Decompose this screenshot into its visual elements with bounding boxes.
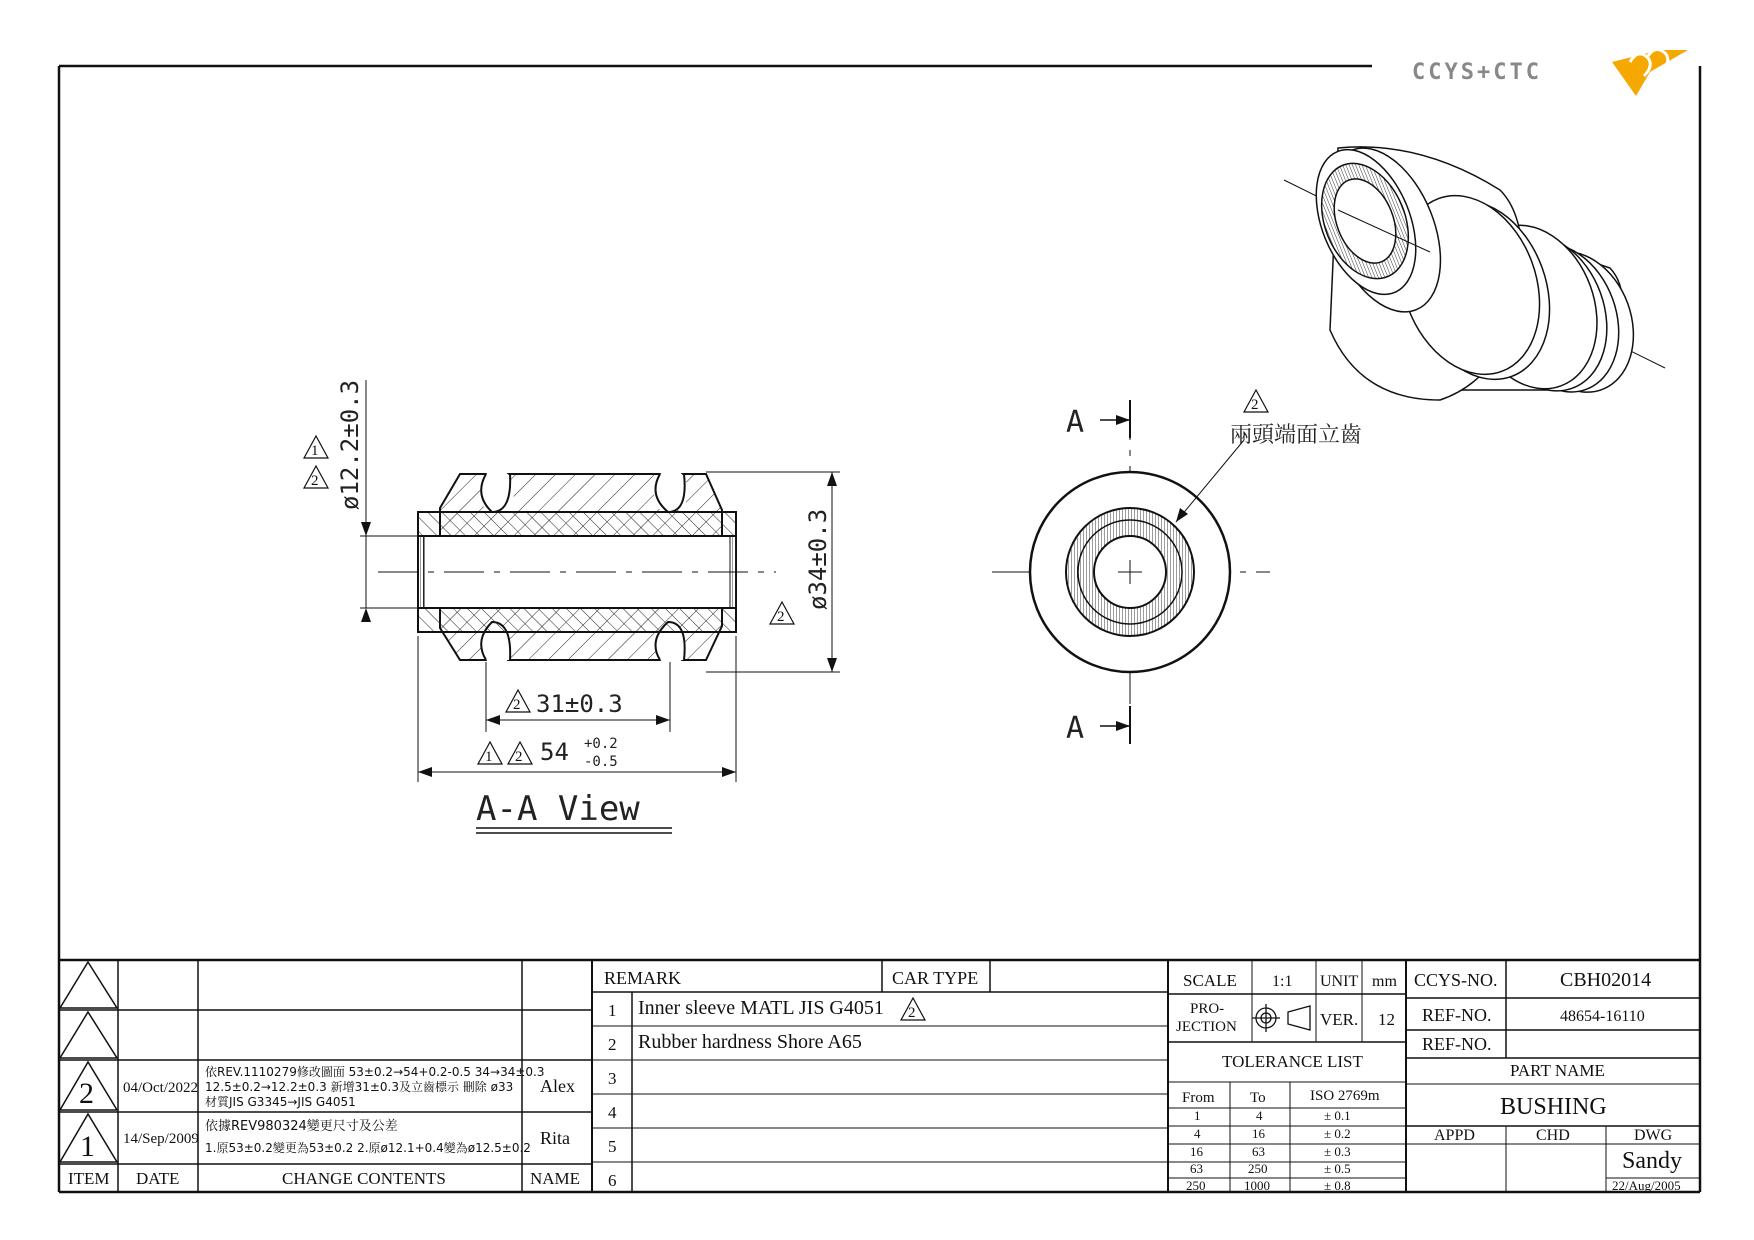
svg-text:REF-NO.: REF-NO. — [1422, 1034, 1492, 1054]
rev-2-triangle-icon — [1244, 390, 1268, 413]
svg-text:250: 250 — [1186, 1178, 1206, 1193]
svg-text:2: 2 — [513, 697, 521, 713]
svg-text:± 0.8: ± 0.8 — [1324, 1178, 1351, 1193]
tolerance-title: TOLERANCE LIST — [1222, 1052, 1363, 1071]
company-logo — [1412, 49, 1688, 96]
rev-date-2: 04/Oct/2022 — [123, 1080, 198, 1096]
svg-text:REF-NO.: REF-NO. — [1422, 1005, 1492, 1025]
svg-text:1: 1 — [311, 443, 319, 459]
svg-text:4: 4 — [608, 1103, 617, 1122]
svg-text:材質JIS G3345→JIS G4051: 材質JIS G3345→JIS G4051 — [205, 1095, 356, 1109]
svg-text:1:1: 1:1 — [1272, 973, 1293, 990]
svg-text:3: 3 — [608, 1069, 617, 1088]
svg-text:ISO 2769m: ISO 2769m — [1310, 1088, 1380, 1104]
svg-text:16: 16 — [1190, 1144, 1203, 1159]
svg-text:± 0.5: ± 0.5 — [1324, 1161, 1351, 1176]
svg-text:From: From — [1182, 1090, 1215, 1106]
svg-text:2: 2 — [311, 473, 319, 489]
svg-text:5: 5 — [608, 1137, 617, 1156]
rev-name-2: Alex — [540, 1076, 575, 1096]
svg-text:12: 12 — [1378, 1010, 1395, 1029]
svg-text:63: 63 — [1190, 1161, 1203, 1176]
ref-no-value: 48654-16110 — [1560, 1008, 1645, 1025]
svg-text:4: 4 — [1194, 1126, 1201, 1141]
svg-text:依REV.1110279修改圖面 53±0.2→54+0.2: 依REV.1110279修改圖面 53±0.2→54+0.2-0.5 34→34±0.3 — [205, 1065, 545, 1079]
remark-header: REMARK — [604, 968, 682, 988]
svg-text:APPD: APPD — [1434, 1127, 1475, 1144]
part-name-label: PART NAME — [1510, 1061, 1605, 1080]
end-face-note: 兩頭端面立齒 — [1230, 423, 1363, 448]
isometric-view — [1284, 132, 1665, 409]
logo-text: CCYS+CTC — [1412, 60, 1542, 85]
rev-name-1: Rita — [540, 1128, 570, 1148]
svg-text:PRO-: PRO- — [1190, 1001, 1225, 1017]
rev-2-triangle-icon — [770, 602, 794, 625]
svg-text:UNIT: UNIT — [1320, 973, 1359, 990]
drawn-by: Sandy — [1622, 1148, 1682, 1174]
first-angle-projection-icon — [1252, 1004, 1310, 1032]
car-type-label: CAR TYPE — [892, 968, 979, 988]
svg-text:依據REV980324變更尺寸及公差: 依據REV980324變更尺寸及公差 — [205, 1119, 398, 1134]
svg-text:1: 1 — [1194, 1108, 1201, 1123]
svg-text:1000: 1000 — [1244, 1178, 1270, 1193]
svg-text:2: 2 — [1251, 397, 1259, 413]
remarks-block — [604, 968, 978, 1190]
part-name-value: BUSHING — [1500, 1094, 1607, 1120]
rev-2-triangle-icon — [506, 690, 530, 713]
dim-groove-span — [486, 662, 670, 732]
logo-mark-icon — [1612, 50, 1688, 96]
rev-item-1: 1 — [80, 1130, 95, 1163]
part-info-block — [1414, 969, 1682, 1193]
svg-text:-0.5: -0.5 — [584, 754, 618, 770]
rev-2-triangle-icon — [508, 742, 532, 765]
svg-text:1.原53±0.2變更為53±0.2 2.原ø12.1+: 1.原53±0.2變更為53±0.2 2.原ø12.1+0.4變為ø12.5±0.2 — [205, 1141, 531, 1155]
remark-2-text: Rubber hardness Shore A65 — [638, 1031, 862, 1053]
remark-1-text: Inner sleeve MATL JIS G4051 — [638, 997, 884, 1019]
svg-text:CHD: CHD — [1536, 1127, 1570, 1144]
svg-text:± 0.3: ± 0.3 — [1324, 1144, 1351, 1159]
svg-text:mm: mm — [1372, 973, 1397, 990]
svg-text:16: 16 — [1252, 1126, 1265, 1141]
svg-text:DWG: DWG — [1634, 1127, 1673, 1144]
svg-text:JECTION: JECTION — [1176, 1019, 1237, 1035]
rev-1-triangle-icon — [478, 742, 502, 765]
svg-text:63: 63 — [1252, 1144, 1265, 1159]
svg-text:+0.2: +0.2 — [584, 736, 618, 752]
svg-text:12.5±0.2→12.2±0.3 新增31±0.3及立齒標: 12.5±0.2→12.2±0.3 新增31±0.3及立齒標示 刪除 ø33 — [205, 1080, 514, 1094]
svg-text:CCYS-NO.: CCYS-NO. — [1414, 970, 1498, 990]
header-date: DATE — [136, 1169, 180, 1188]
svg-text:1: 1 — [485, 749, 493, 765]
svg-text:VER.: VER. — [1320, 1010, 1359, 1029]
svg-text:2: 2 — [515, 749, 523, 765]
svg-text:250: 250 — [1248, 1161, 1268, 1176]
svg-text:SCALE: SCALE — [1183, 971, 1237, 990]
svg-text:ø12.2±0.3: ø12.2±0.3 — [336, 379, 364, 510]
svg-text:54: 54 — [540, 738, 569, 766]
section-label-top: A — [1066, 405, 1085, 440]
svg-text:2: 2 — [908, 1005, 916, 1021]
svg-text:31±0.3: 31±0.3 — [536, 690, 623, 718]
drawn-date: 22/Aug/2005 — [1612, 1178, 1681, 1193]
header-item: ITEM — [68, 1169, 110, 1188]
section-view-a-a — [304, 380, 840, 833]
svg-text:1: 1 — [608, 1001, 617, 1020]
section-view-title: A-A View — [476, 789, 640, 829]
svg-text:4: 4 — [1256, 1108, 1263, 1123]
dim-inner-diameter — [304, 380, 418, 622]
header-name: NAME — [530, 1169, 581, 1188]
svg-text:2: 2 — [608, 1035, 617, 1054]
rev-item-2: 2 — [79, 1077, 94, 1110]
svg-text:± 0.2: ± 0.2 — [1324, 1126, 1351, 1141]
rev-2-triangle-icon — [304, 466, 328, 489]
rev-2-triangle-icon — [901, 998, 925, 1021]
header-change-contents: CHANGE CONTENTS — [282, 1169, 446, 1188]
ccys-no-value: CBH02014 — [1560, 969, 1652, 991]
end-view — [992, 390, 1362, 746]
svg-text:2: 2 — [777, 609, 785, 625]
svg-text:To: To — [1250, 1090, 1266, 1106]
svg-text:6: 6 — [608, 1171, 617, 1190]
rev-1-triangle-icon — [304, 436, 328, 459]
svg-text:± 0.1: ± 0.1 — [1324, 1108, 1351, 1123]
svg-text:ø34±0.3: ø34±0.3 — [804, 508, 832, 610]
rev-date-1: 14/Sep/2009 — [123, 1131, 199, 1147]
section-label-bottom: A — [1066, 711, 1085, 746]
revision-block — [68, 1064, 580, 1188]
